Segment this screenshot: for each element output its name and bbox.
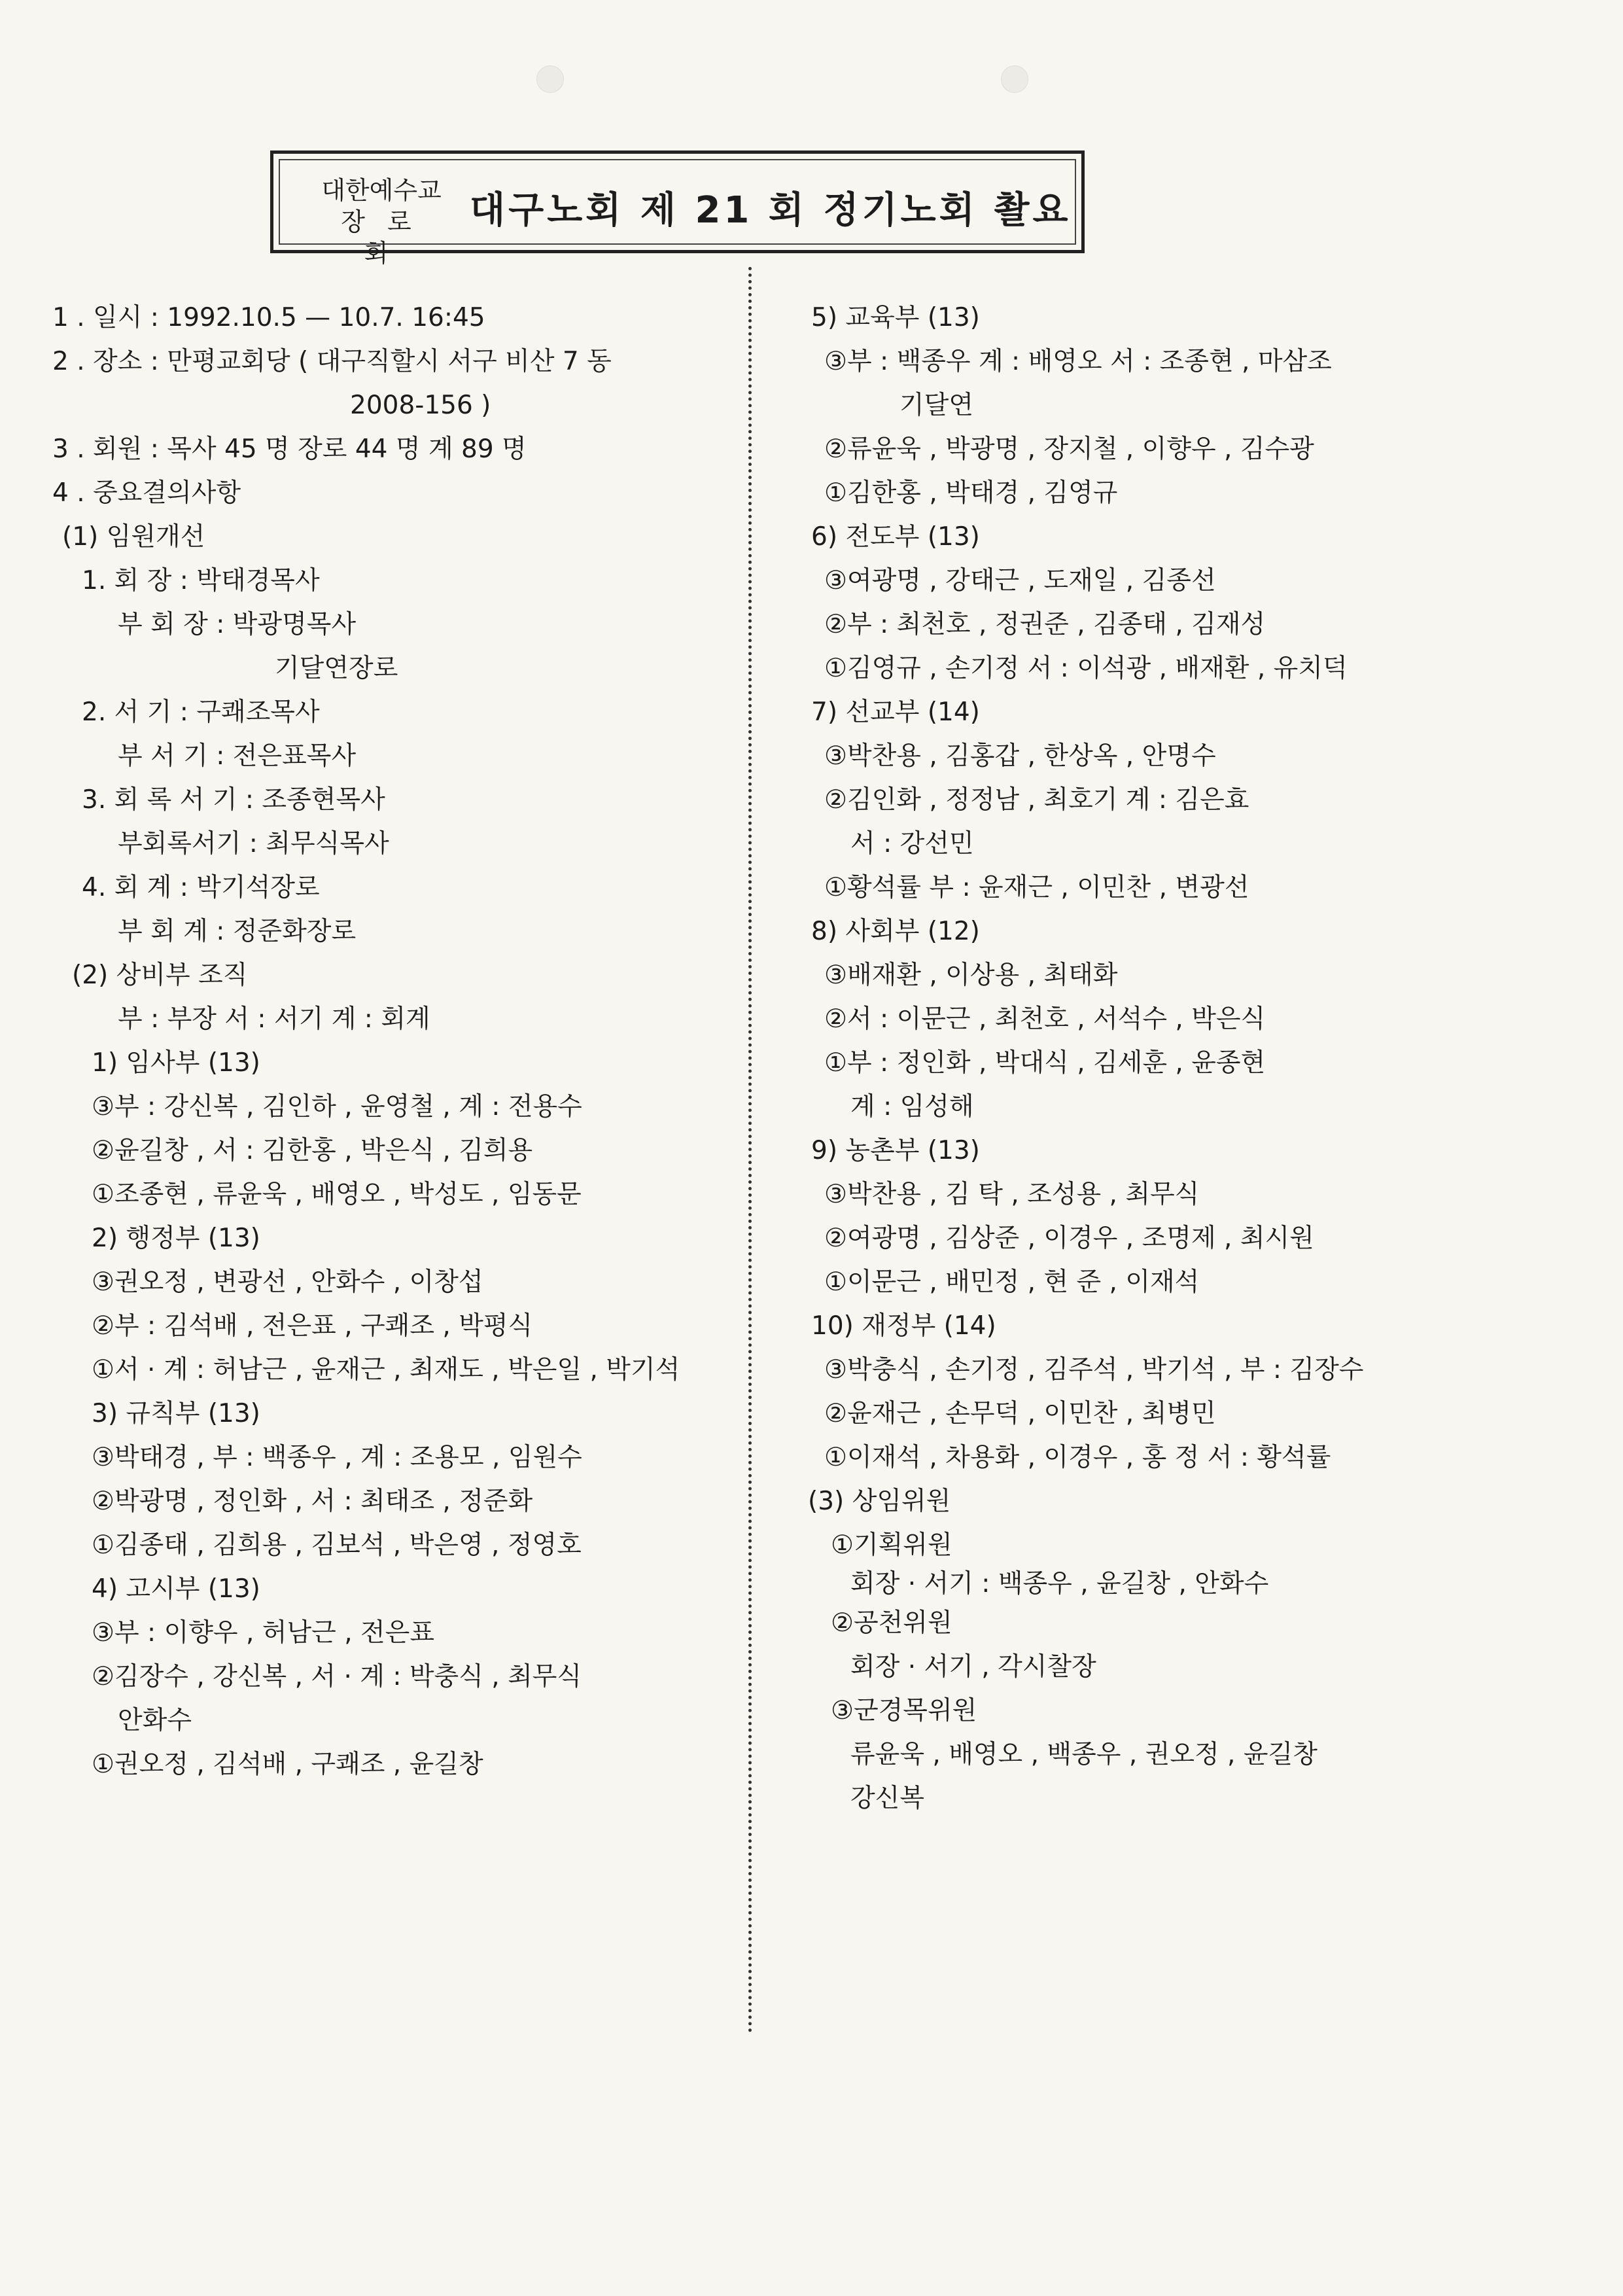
punch-hole-left (536, 65, 564, 93)
text-line: ①이재석 , 차용화 , 이경우 , 홍 정 서 : 황석률 (824, 1443, 1331, 1472)
text-line: ③부 : 백종우 계 : 배영오 서 : 조종현 , 마삼조 (824, 347, 1332, 376)
text-line: 계 : 임성해 (850, 1092, 974, 1122)
punch-hole-right (1001, 65, 1028, 93)
text-line: ①부 : 정인화 , 박대식 , 김세훈 , 윤종현 (824, 1048, 1266, 1078)
text-line: 부 회 계 : 정준화장로 (118, 917, 357, 946)
text-line: ②윤길창 , 서 : 김한홍 , 박은식 , 김희용 (92, 1136, 533, 1165)
text-line: 2. 서 기 : 구쾌조목사 (82, 698, 320, 727)
text-line: 부 회 장 : 박광명목사 (118, 610, 357, 639)
text-line: 3 . 회원 : 목사 45 명 장로 44 명 계 89 명 (52, 434, 527, 464)
text-line: 2008-156 ) (350, 391, 491, 420)
org-name (313, 175, 450, 269)
text-line: 안화수 (118, 1706, 192, 1735)
text-line: 4) 고시부 (13) (92, 1574, 260, 1604)
text-line: 부 : 부장 서 : 서기 계 : 회계 (118, 1004, 430, 1034)
text-line: (2) 상비부 조직 (72, 961, 248, 990)
text-line: ②부 : 최천호 , 정권준 , 김종태 , 김재성 (824, 610, 1266, 639)
text-line: ②류윤욱 , 박광명 , 장지철 , 이향우 , 김수광 (824, 434, 1314, 464)
text-line: 2) 행정부 (13) (92, 1224, 260, 1253)
left-column (52, 296, 726, 1786)
text-line: ③박찬용 , 김 탁 , 조성용 , 최무식 (824, 1180, 1200, 1209)
text-line: 회장 · 서기 : 백종우 , 윤길창 , 안화수 (850, 1569, 1269, 1598)
text-line: ③배재환 , 이상용 , 최태화 (824, 961, 1118, 990)
text-line: ②여광명 , 김상준 , 이경우 , 조명제 , 최시원 (824, 1224, 1314, 1253)
org-line-2: 장로회 (341, 207, 434, 268)
text-line: ②김장수 , 강신복 , 서 · 계 : 박충식 , 최무식 (92, 1662, 582, 1691)
text-line: ②박광명 , 정인화 , 서 : 최태조 , 정준화 (92, 1487, 533, 1516)
text-line: ③박충식 , 손기정 , 김주석 , 박기석 , 부 : 김장수 (824, 1355, 1364, 1385)
org-line-1: 대한예수교 (321, 176, 442, 205)
text-line: 8) 사회부 (12) (811, 917, 980, 946)
text-line: 2 . 장소 : 만평교회당 ( 대구직할시 서구 비산 7 동 (52, 347, 612, 376)
text-line: 기달연 (899, 391, 974, 420)
text-line: 부 서 기 : 전은표목사 (118, 741, 357, 771)
text-line: 회장 · 서기 , 각시찰장 (850, 1652, 1096, 1682)
text-line: 1) 임사부 (13) (92, 1048, 260, 1078)
text-line: ②서 : 이문근 , 최천호 , 서석수 , 박은식 (824, 1004, 1266, 1034)
text-line: ①이문근 , 배민정 , 현 준 , 이재석 (824, 1267, 1200, 1297)
text-line: ③군경목위원 (831, 1696, 977, 1725)
text-line: ①김종태 , 김희용 , 김보석 , 박은영 , 정영호 (92, 1530, 582, 1560)
text-line: 10) 재정부 (14) (811, 1311, 996, 1341)
text-line: 강신복 (850, 1784, 925, 1813)
text-line: (1) 임원개선 (62, 522, 205, 552)
text-line: ③부 : 강신복 , 김인하 , 윤영철 , 계 : 전용수 (92, 1092, 582, 1122)
text-line: (3) 상임위원 (808, 1487, 951, 1516)
text-line: ③박태경 , 부 : 백종우 , 계 : 조용모 , 임원수 (92, 1443, 582, 1472)
text-line: ③여광명 , 강태근 , 도재일 , 김종선 (824, 566, 1216, 595)
text-line: ①기획위원 (831, 1530, 952, 1560)
text-line: ①김한홍 , 박태경 , 김영규 (824, 478, 1118, 508)
text-line: 5) 교육부 (13) (811, 303, 980, 332)
text-line: 6) 전도부 (13) (811, 522, 980, 552)
text-line: 1 . 일시 : 1992.10.5 — 10.7. 16:45 (52, 303, 485, 332)
text-line: 4 . 중요결의사항 (52, 478, 241, 508)
text-line: ③박찬용 , 김홍갑 , 한상옥 , 안명수 (824, 741, 1216, 771)
text-line: 7) 선교부 (14) (811, 698, 980, 727)
document-title: 대구노회 제 21 회 정기노회 촬요 (470, 189, 1072, 232)
text-line: 1. 회 장 : 박태경목사 (82, 566, 320, 595)
text-line: ③권오정 , 변광선 , 안화수 , 이창섭 (92, 1267, 483, 1297)
title-box (270, 150, 1085, 268)
text-line: ①김영규 , 손기정 서 : 이석광 , 배재환 , 유치덕 (824, 654, 1348, 683)
text-line: ③부 : 이향우 , 허남근 , 전은표 (92, 1618, 435, 1648)
text-line: ②부 : 김석배 , 전은표 , 구쾌조 , 박평식 (92, 1311, 533, 1341)
text-line: ②김인화 , 정정남 , 최호기 계 : 김은효 (824, 785, 1249, 815)
text-line: ①서 · 계 : 허남근 , 윤재근 , 최재도 , 박은일 , 박기석 (92, 1355, 680, 1385)
text-line: ②공천위원 (831, 1608, 952, 1638)
text-line: 3. 회 록 서 기 : 조종현목사 (82, 785, 385, 815)
text-line: ①황석률 부 : 윤재근 , 이민찬 , 변광선 (824, 873, 1249, 902)
text-line: 9) 농촌부 (13) (811, 1136, 980, 1165)
text-line: ①권오정 , 김석배 , 구쾌조 , 윤길창 (92, 1750, 483, 1779)
text-line: ①조종현 , 류윤욱 , 배영오 , 박성도 , 임동문 (92, 1180, 582, 1209)
text-line: 류윤욱 , 배영오 , 백종우 , 권오정 , 윤길창 (850, 1740, 1318, 1769)
text-line: 기달연장로 (275, 654, 398, 683)
text-line: ②윤재근 , 손무덕 , 이민찬 , 최병민 (824, 1399, 1216, 1428)
text-line: 서 : 강선민 (850, 829, 974, 858)
text-line: 4. 회 계 : 박기석장로 (82, 873, 320, 902)
text-line: 부회록서기 : 최무식목사 (118, 829, 389, 858)
text-line: 3) 규칙부 (13) (92, 1399, 260, 1428)
column-divider (748, 267, 752, 2034)
right-column (808, 296, 1583, 1820)
